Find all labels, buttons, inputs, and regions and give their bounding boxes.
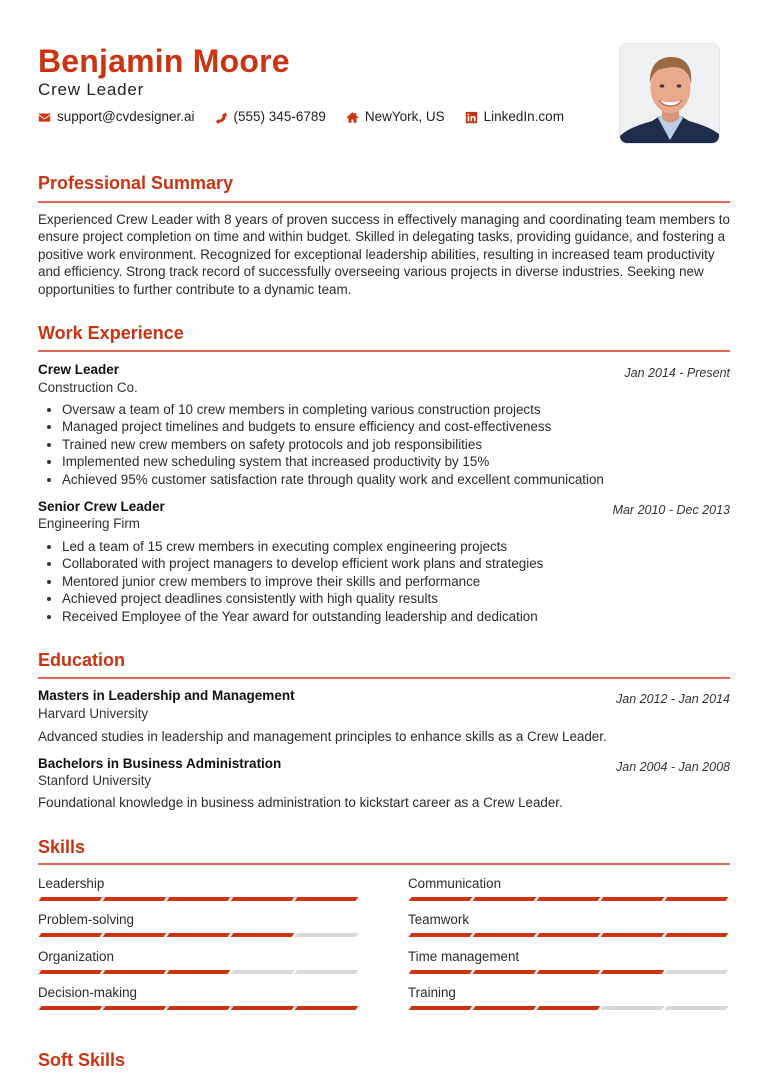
skill-segment-filled <box>39 933 102 937</box>
skill-segment-filled <box>473 897 536 901</box>
skill-segment-filled <box>167 933 230 937</box>
contact-email-text: support@cvdesigner.ai <box>57 109 195 124</box>
skill-segment-filled <box>295 1006 358 1010</box>
skill-segment-empty <box>295 933 358 937</box>
envelope-icon <box>38 111 51 124</box>
skill-segment-filled <box>103 970 166 974</box>
skill-segment-filled <box>167 1006 230 1010</box>
contact-location <box>346 108 445 126</box>
contact-list <box>38 108 584 126</box>
skill-segment-filled <box>409 1006 472 1010</box>
skill-level-bar <box>40 970 360 974</box>
job-dates: Mar 2010 - Dec 2013 <box>612 503 730 517</box>
linkedin-icon <box>465 111 478 124</box>
skill-segment-empty <box>665 970 728 974</box>
skill-level-bar <box>40 1006 360 1010</box>
education-heading: Education <box>38 650 126 670</box>
skill-label: Problem-solving <box>38 912 135 927</box>
education-dates: Jan 2012 - Jan 2014 <box>616 692 730 706</box>
skill-segment-filled <box>473 970 536 974</box>
home-icon <box>346 111 359 124</box>
skill-segment-filled <box>473 1006 536 1010</box>
summary-heading: Professional Summary <box>38 173 234 193</box>
list-item: Received Employee of the Year award for outstanding leadership and dedication <box>38 608 543 625</box>
education-description: Advanced studies in leadership and management principles to enhance skills as a Crew Leader. <box>38 729 607 744</box>
job-company: Construction Co. <box>38 380 138 395</box>
section-divider <box>38 677 730 679</box>
contact-linkedin-text: LinkedIn.com <box>483 109 564 124</box>
skill-segment-filled <box>167 970 230 974</box>
contact-location-text: NewYork, US <box>364 109 445 124</box>
skill-segment-filled <box>537 970 600 974</box>
skill-label: Communication <box>408 876 502 891</box>
skill-segment-filled <box>39 970 102 974</box>
candidate-name: Benjamin Moore <box>38 43 290 79</box>
soft-skills-heading: Soft Skills <box>38 1050 126 1070</box>
skill-label: Decision-making <box>38 985 137 1000</box>
skill-segment-filled <box>231 897 294 901</box>
skill-segment-filled <box>231 1006 294 1010</box>
skill-segment-filled <box>231 933 294 937</box>
section-divider <box>38 350 730 352</box>
skill-segment-filled <box>295 897 358 901</box>
skill-segment-filled <box>103 1006 166 1010</box>
skill-level-bar <box>410 897 730 901</box>
school-name: Harvard University <box>38 706 149 721</box>
skill-segment-empty <box>231 970 294 974</box>
section-divider <box>38 201 730 203</box>
skill-segment-filled <box>601 933 664 937</box>
contact-phone[interactable] <box>215 108 326 126</box>
skill-label: Leadership <box>38 876 105 891</box>
skill-segment-filled <box>665 933 728 937</box>
skill-segment-filled <box>601 970 664 974</box>
job-bullets <box>38 401 604 488</box>
skill-segment-empty <box>665 1006 728 1010</box>
profile-photo <box>619 43 720 144</box>
candidate-role: Crew Leader <box>38 80 145 99</box>
resume-header <box>38 0 730 150</box>
skill-item <box>38 948 360 974</box>
skill-item <box>38 984 360 1010</box>
degree-title: Bachelors in Business Administration <box>38 756 282 771</box>
skill-level-bar <box>410 970 730 974</box>
job-bullets <box>38 538 543 625</box>
job-dates: Jan 2014 - Present <box>624 366 730 380</box>
contact-email[interactable] <box>38 108 195 126</box>
skill-item <box>408 984 730 1010</box>
list-item: Achieved 95% customer satisfaction rate through quality work and excellent communication <box>38 471 604 488</box>
list-item: Implemented new scheduling system that increased productivity by 15% <box>38 453 604 470</box>
list-item: Trained new crew members on safety protocols and job responsibilities <box>38 436 604 453</box>
section-divider <box>38 863 730 865</box>
skill-segment-filled <box>473 933 536 937</box>
skill-segment-filled <box>167 897 230 901</box>
job-title: Senior Crew Leader <box>38 499 165 514</box>
phone-icon <box>215 111 228 124</box>
skill-item <box>38 911 360 937</box>
skill-segment-filled <box>537 933 600 937</box>
skill-label: Time management <box>408 949 520 964</box>
skill-segment-filled <box>103 897 166 901</box>
skill-label: Teamwork <box>408 912 470 927</box>
skill-level-bar <box>40 897 360 901</box>
skill-segment-filled <box>409 933 472 937</box>
list-item: Collaborated with project managers to develop efficient work plans and strategies <box>38 555 543 572</box>
skill-segment-filled <box>103 933 166 937</box>
skill-item <box>408 911 730 937</box>
skill-level-bar <box>40 933 360 937</box>
skill-segment-filled <box>665 897 728 901</box>
experience-heading: Work Experience <box>38 323 184 343</box>
skill-level-bar <box>410 1006 730 1010</box>
education-dates: Jan 2004 - Jan 2008 <box>616 760 730 774</box>
skill-segment-filled <box>537 1006 600 1010</box>
skill-segment-filled <box>39 897 102 901</box>
skill-segment-filled <box>39 1006 102 1010</box>
skill-segment-filled <box>601 897 664 901</box>
list-item: Managed project timelines and budgets to ensure efficiency and cost-effectiveness <box>38 418 604 435</box>
skill-label: Training <box>408 985 456 1000</box>
education-description: Foundational knowledge in business administration to kickstart career as a Crew Leader. <box>38 795 563 810</box>
job-company: Engineering Firm <box>38 516 140 531</box>
school-name: Stanford University <box>38 773 152 788</box>
contact-linkedin[interactable] <box>465 108 564 126</box>
person-portrait-icon <box>620 44 720 144</box>
contact-phone-text: (555) 345-6789 <box>233 109 326 124</box>
skill-item <box>38 875 360 901</box>
skill-segment-filled <box>537 897 600 901</box>
list-item: Mentored junior crew members to improve their skills and performance <box>38 573 543 590</box>
skill-segment-empty <box>601 1006 664 1010</box>
skill-level-bar <box>410 933 730 937</box>
skill-segment-empty <box>295 970 358 974</box>
list-item: Oversaw a team of 10 crew members in completing various construction projects <box>38 401 604 418</box>
skill-segment-filled <box>409 897 472 901</box>
list-item: Led a team of 15 crew members in executing complex engineering projects <box>38 538 543 555</box>
resume-page <box>38 0 730 1070</box>
skill-label: Organization <box>38 949 114 964</box>
skill-item <box>408 875 730 901</box>
skill-segment-filled <box>409 970 472 974</box>
degree-title: Masters in Leadership and Management <box>38 688 295 703</box>
job-title: Crew Leader <box>38 362 120 377</box>
skill-item <box>408 948 730 974</box>
summary-text: Experienced Crew Leader with 8 years of proven success in effectively managing and coordinating team members to ensure project completion on time and within budget. Skilled in delegating tasks, providing guidance, and fostering a positive work environment. Recognized for exceptional leadership abilities, resulting in increased team productivity and efficiency. Strong track record of successfully overseeing various projects in diverse industries. Seeking new opportunities to further contribute to a dynamic team. <box>38 212 730 297</box>
skills-heading: Skills <box>38 837 86 857</box>
list-item: Achieved project deadlines consistently with high quality results <box>38 590 543 607</box>
